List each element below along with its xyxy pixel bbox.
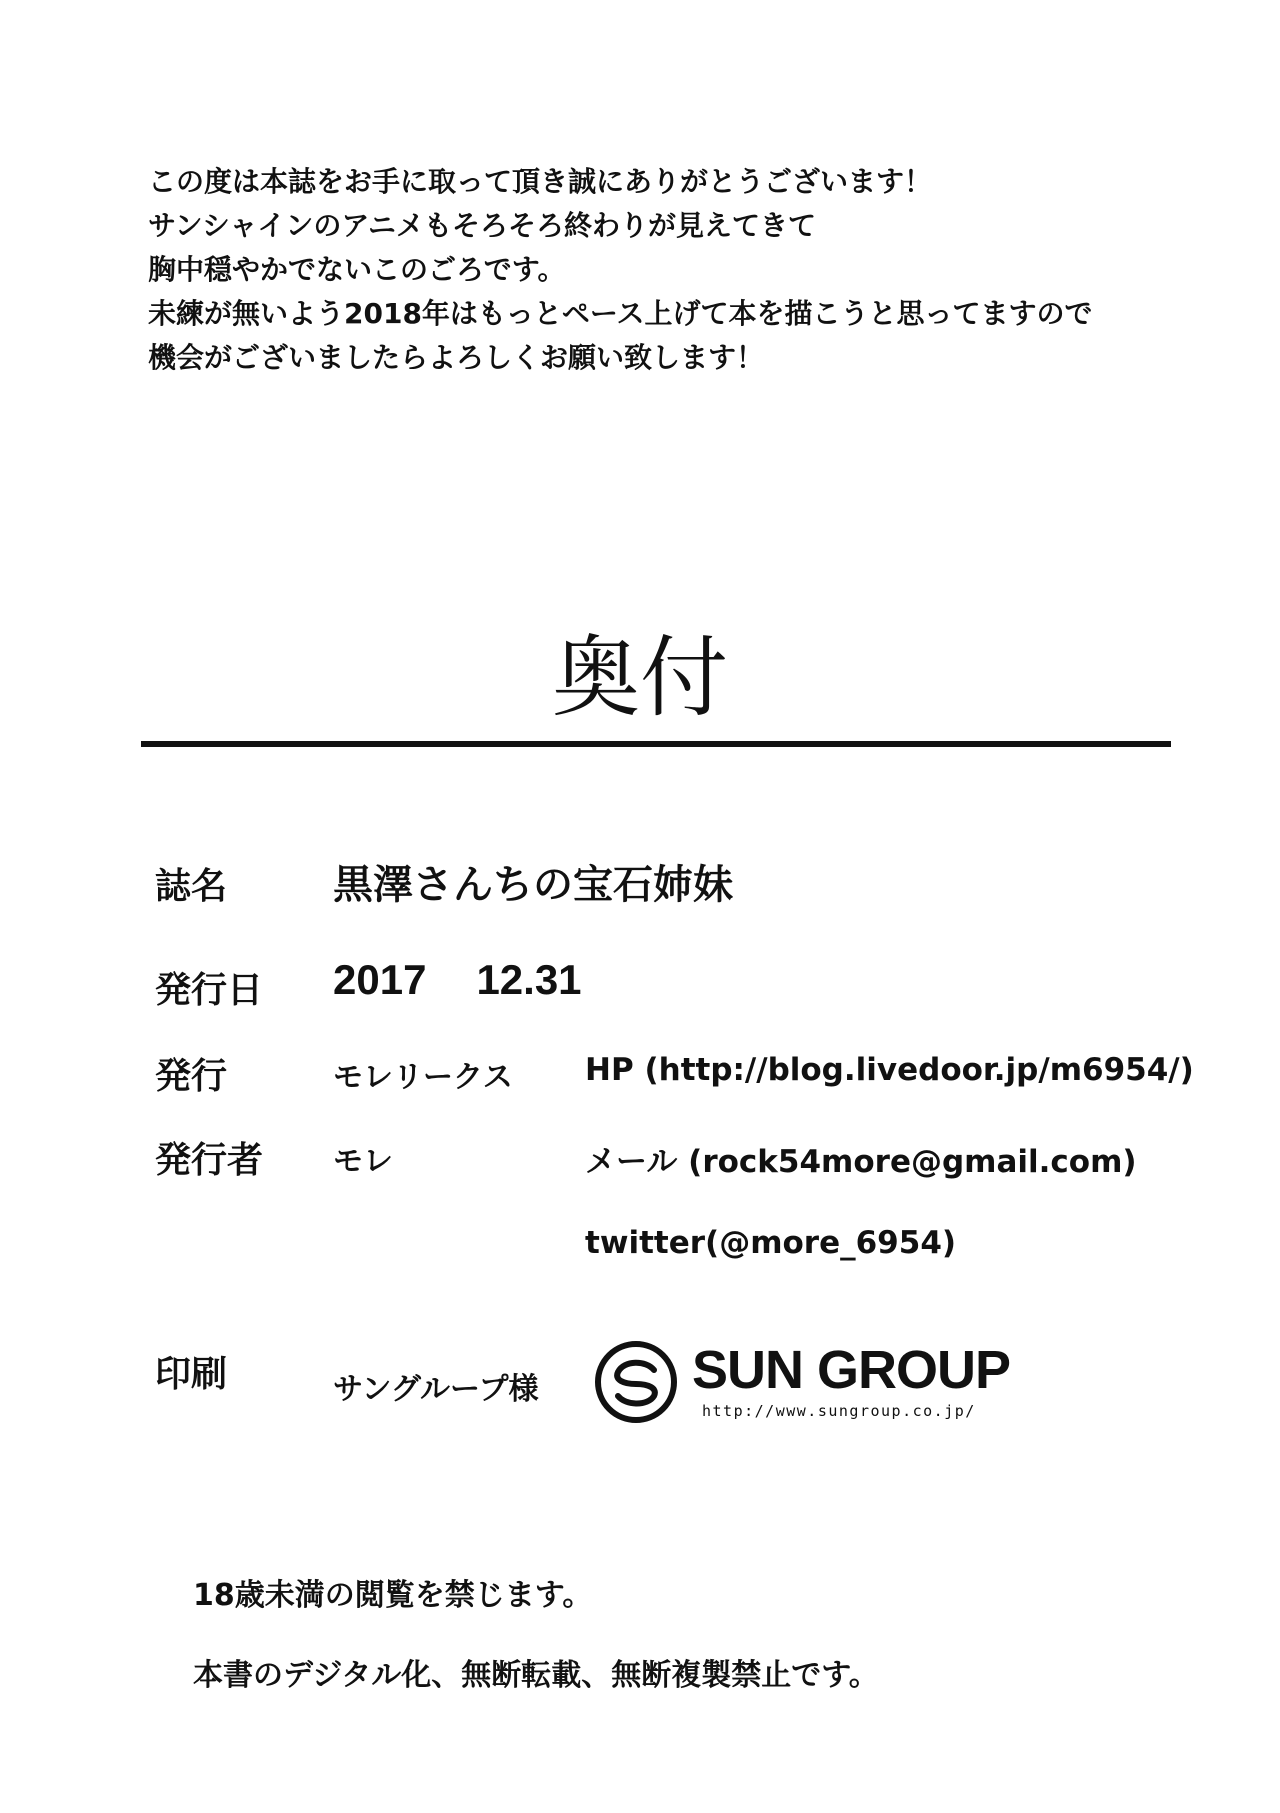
publisher-value: モレリークス (333, 1060, 513, 1095)
sun-group-logo-icon (594, 1340, 678, 1424)
intro-line: サンシャインのアニメもそろそろ終わりが見えてきて (148, 209, 816, 242)
date-year: 2017 (333, 956, 427, 1003)
logo-url[interactable]: http://www.sungroup.co.jp/ (702, 1402, 976, 1420)
author-twitter[interactable]: twitter(@more_6954) (585, 1225, 957, 1261)
publisher-homepage[interactable]: HP (http://blog.livedoor.jp/m6954/) (585, 1052, 1194, 1088)
title-value: 黒澤さんちの宝石姉妹 (333, 862, 733, 908)
author-label: 発行者 (155, 1140, 264, 1181)
intro-line: 機会がございましたらよろしくお願い致します！ (148, 341, 765, 374)
date-value (333, 956, 582, 1004)
date-day: 12.31 (476, 956, 582, 1003)
colophon-heading: 奥付 (551, 626, 728, 729)
author-mail[interactable]: メール (rock54more@gmail.com) (585, 1144, 1137, 1180)
copyright-notice: 本書のデジタル化、無断転載、無断複製禁止です。 (193, 1658, 879, 1693)
printer-value: サングループ様 (333, 1372, 539, 1407)
intro-message (148, 160, 1168, 380)
intro-line: この度は本誌をお手に取って頂き誠にありがとうございます！ (148, 165, 933, 198)
intro-line: 胸中穏やかでないこのごろです。 (148, 253, 566, 286)
publisher-label: 発行 (155, 1056, 228, 1097)
author-value: モレ (333, 1144, 393, 1179)
logo-name: SUN GROUP (692, 1340, 1011, 1400)
title-label: 誌名 (155, 866, 228, 907)
colophon-divider (141, 741, 1171, 747)
age-restriction-notice: 18歳未満の閲覧を禁じます。 (193, 1578, 593, 1613)
sun-group-logo (594, 1336, 1024, 1436)
date-label: 発行日 (155, 970, 264, 1011)
printer-label: 印刷 (155, 1354, 228, 1395)
intro-line: 未練が無いよう2018年はもっとペース上げて本を描こうと思ってますので (148, 297, 1093, 330)
